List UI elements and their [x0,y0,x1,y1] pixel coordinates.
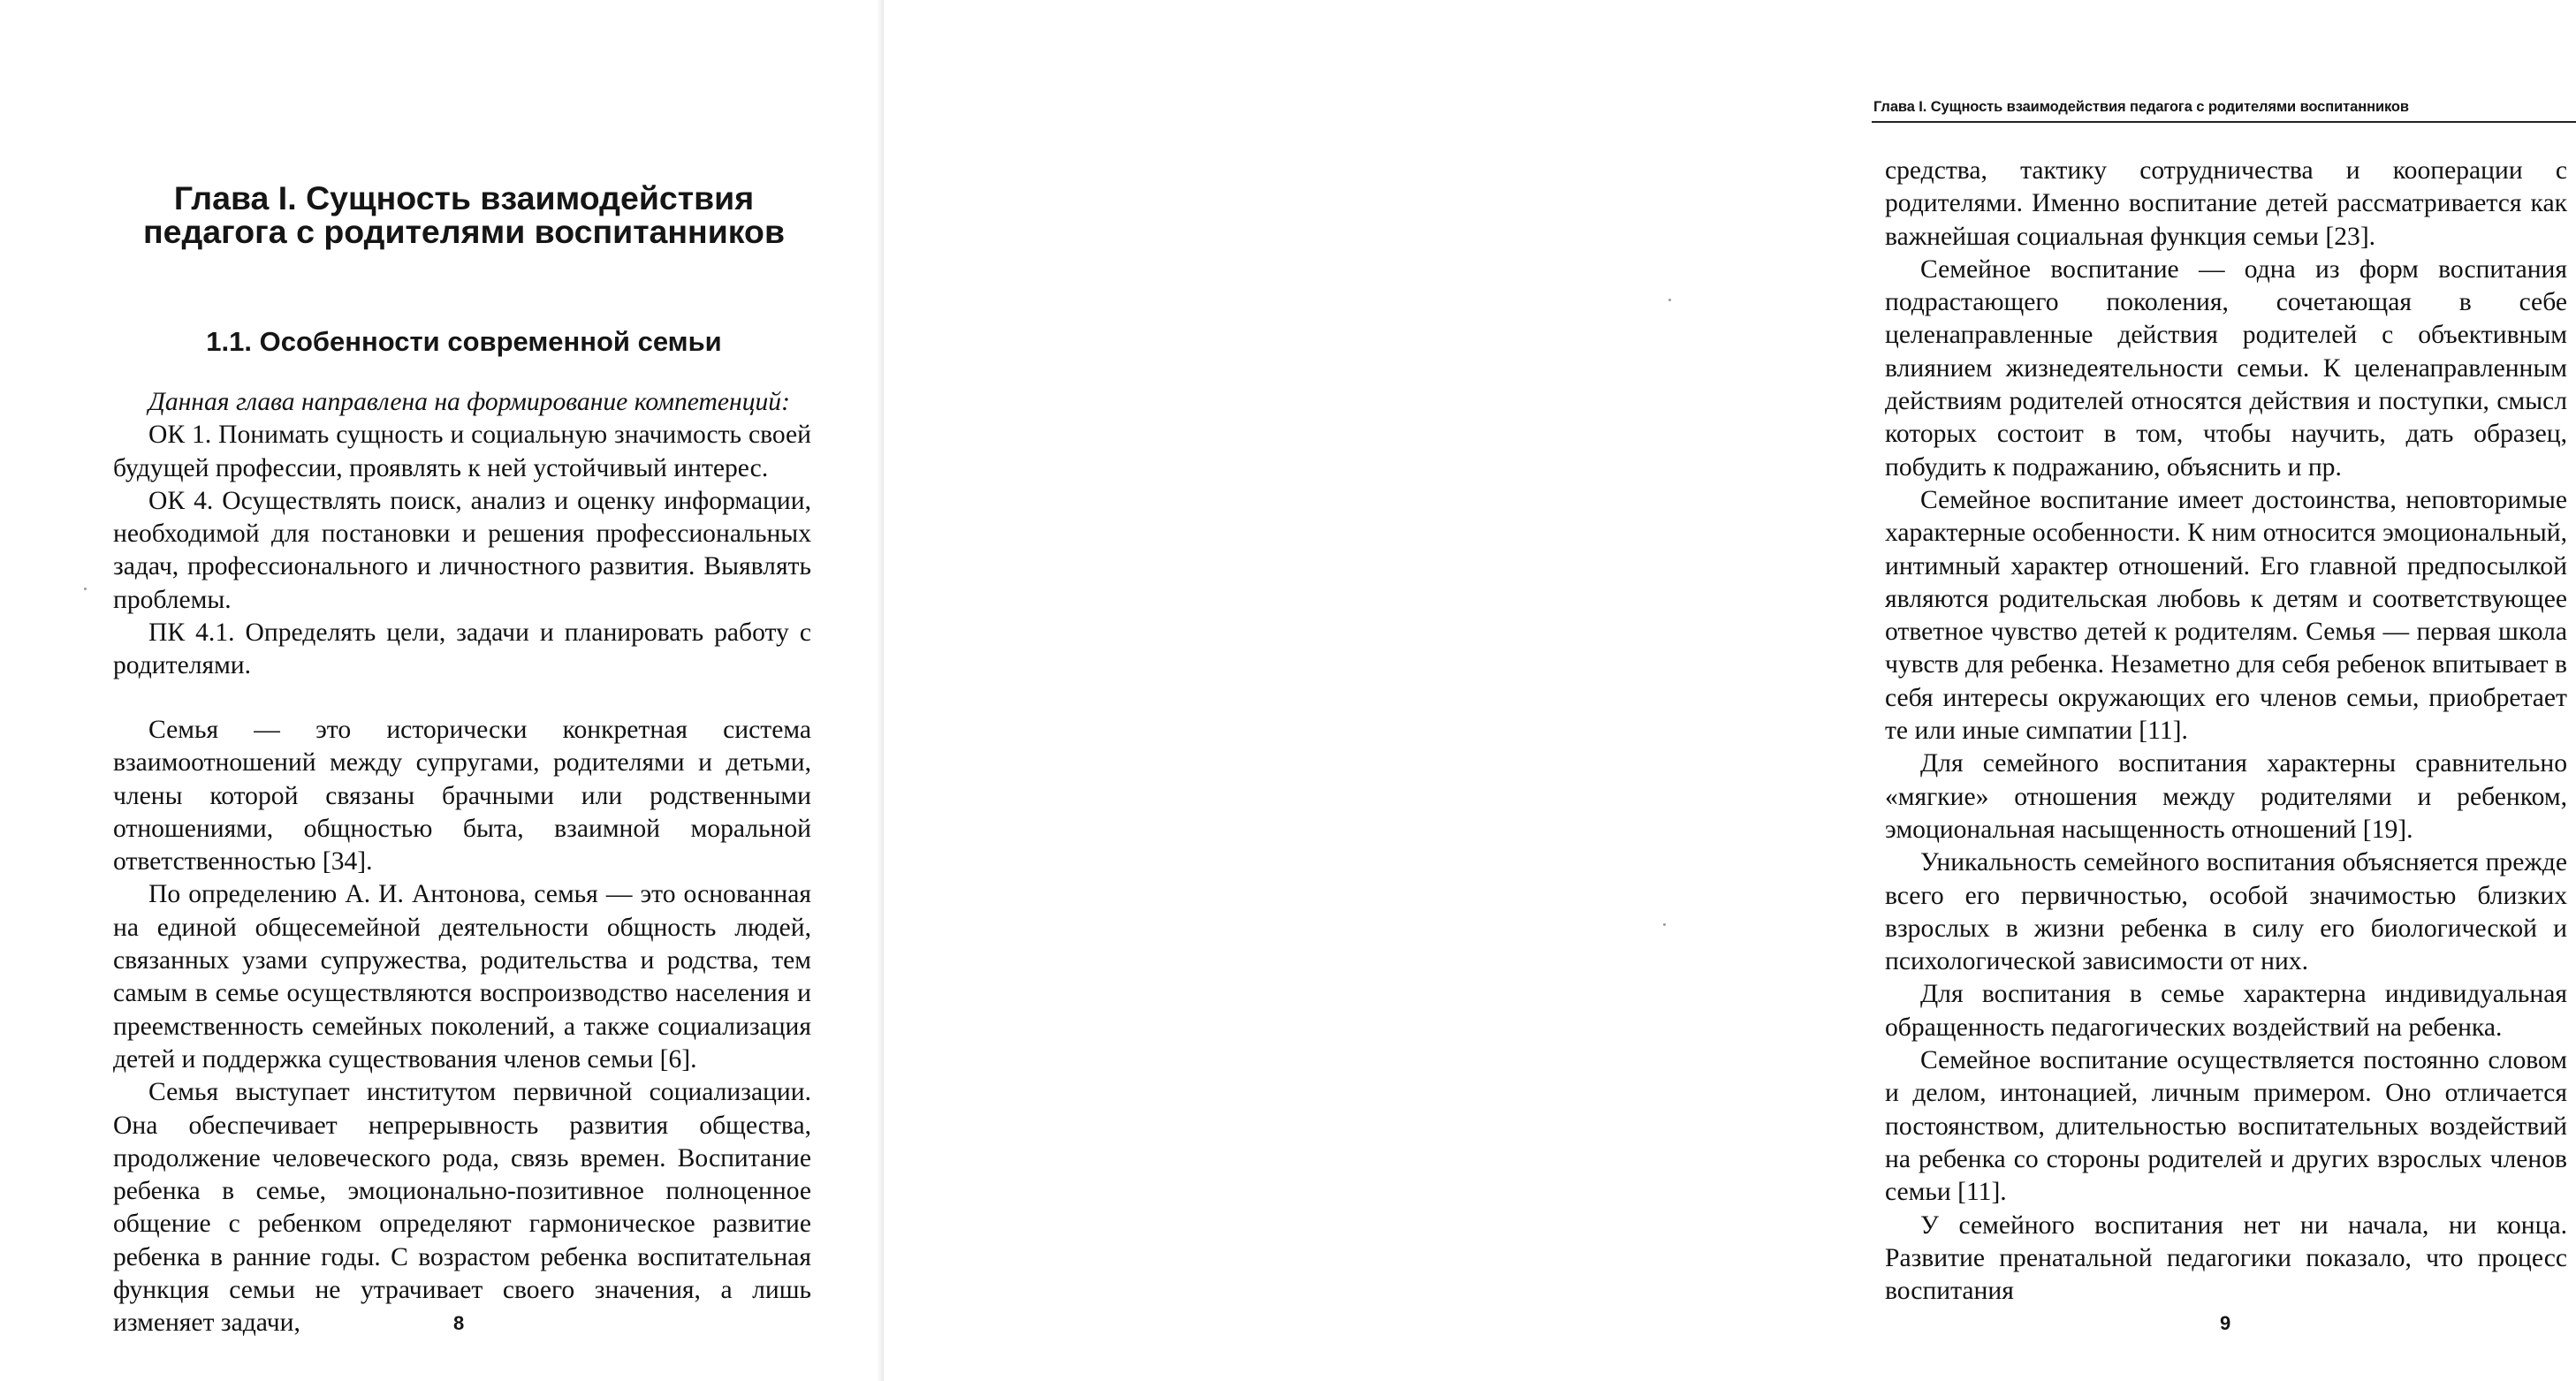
paragraph-word-and-deed: Семейное воспитание осуществляется постоянно словом и делом, интонацией, личным примером. Оно отличается постоянством, длительностью воспитательных воздействий на ребенка со стороны родителей и других взрослых членов семьи [11]. [1885,1046,2567,1207]
competencies-block [113,386,811,683]
paragraph-no-beginning: У семейного воспитания нет ни начала, ни конца. Развитие пренатальной педагогики показало, что процесс воспитания [1885,1210,2567,1306]
section-title: 1.1. Особенности современной семьи [206,326,722,357]
paragraph-individual: Для воспитания в семье характерна индивидуальная обращенность педагогических воздействий на ребенка. [1885,980,2567,1042]
paragraph-continuation: средства, тактику сотрудничества и кооперации с родителями. Именно воспитание детей рассматривается как важнейшая социальная функция семьи [23]. [1885,156,2567,251]
left-page [0,0,884,1381]
running-head: Глава I. Сущность взаимодействия педагога с родителями воспитанников [1873,99,2409,115]
paragraph-family-upbringing: Семейное воспитание — одна из форм воспитания подрастающего поколения, сочетающая в себе целенаправленные действия родителей с объективным влиянием жизнедеятельности семьи. К целенаправленным действиям родителей относятся действия и поступки, смысл которых состоит в том, чтобы научить, дать образец, побудить к подражанию, объяснить и пр. [1885,254,2567,482]
left-body-text [113,714,811,1340]
running-head-rule [1872,121,2576,123]
right-body-text [1885,155,2567,1308]
competency-ok1: ОК 1. Понимать сущность и социальную значимость своей будущей профессии, проявлять к ней устойчивый интерес. [113,421,811,482]
page-number-left: 8 [453,1312,465,1334]
scan-speck [84,588,87,590]
competency-ok4: ОК 4. Осуществлять поиск, анализ и оценку информации, необходимой для постановки и решения профессиональных задач, профессионального и личностного развития. Выявлять проблемы. [113,486,811,614]
chapter-title: Глава I. Сущность взаимодействия педагога с родителями воспитанников [142,179,785,250]
paragraph-socialization: Семья выступает институтом первичной социализации. Она обеспечивает непрерывность развития общества, продолжение человеческого рода, связь времен. Воспитание ребенка в семье, эмоционально-позитивное полноценное общение с ребенком определяют гармоническое развитие ребенка в ранние годы. С возрастом ребенка воспитательная функция семьи не утрачивает своего значения, а лишь изменяет задачи, [113,1078,811,1338]
paragraph-soft-relations: Для семейного воспитания характерны сравнительно «мягкие» отношения между родителями и ребенком, эмоциональная насыщенность отношений [19]. [1885,749,2567,844]
paragraph-advantages: Семейное воспитание имеет достоинства, неповторимые характерные особенности. К ним относится эмоциональный, интимный характер отношений. Его главной предпосылкой являются родительская любовь к детям и соответствующее ответное чувство детей к родителям. Семья — первая школа чувств для ребенка. Незаметно для себя ребенок впитывает в себя интересы окружающих его членов семьи, приобретает те или иные симпатии [11]. [1885,485,2567,746]
page-number-right: 9 [2220,1312,2231,1334]
intro-italic: Данная глава направлена на формирование компетенций: [148,388,790,416]
scan-speck [1668,299,1671,301]
paragraph-antonov-definition: По определению А. И. Антонова, семья — это основанная на единой общесемейной деятельности общность людей, связанных узами супружества, родительства и родства, тем самым в семье осуществляются воспроизводство населения и преемственность семейных поколений, а также социализация детей и поддержка существования членов семьи [6]. [113,880,811,1074]
right-page [884,0,2567,1381]
scan-speck [1663,923,1666,926]
paragraph-uniqueness: Уникальность семейного воспитания объясняется прежде всего его первичностью, особой значимостью близких взрослых в жизни ребенка в силу его биологической и психологической зависимости от них. [1885,848,2567,976]
paragraph-family-definition: Семья — это исторически конкретная система взаимоотношений между супругами, родителями и детьми, члены которой связаны брачными или родственными отношениями, общностью быта, взаимной моральной ответственностью [34]. [113,716,811,876]
competency-pk41: ПК 4.1. Определять цели, задачи и планировать работу с родителями. [113,618,811,680]
